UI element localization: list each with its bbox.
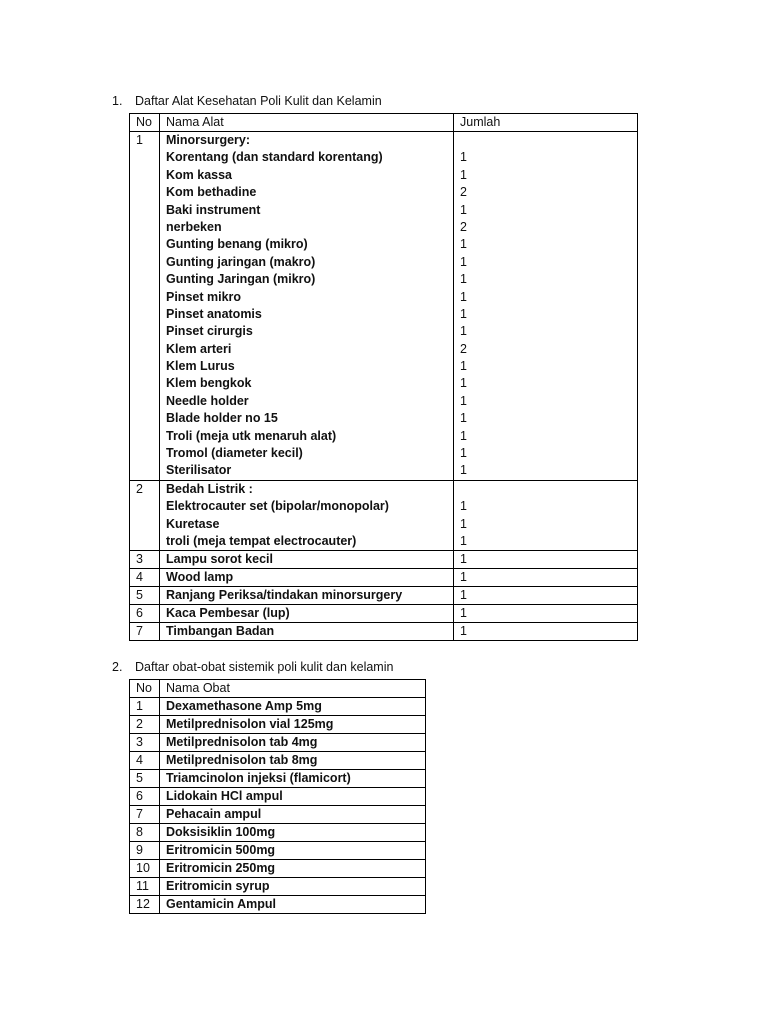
- medicine-row-no: 5: [130, 770, 160, 788]
- equipment-item-name: Pinset cirurgis: [166, 324, 253, 339]
- equipment-row: [130, 587, 638, 605]
- medicine-row-no: 9: [130, 842, 160, 860]
- medicine-row: [130, 842, 426, 860]
- equipment-item-name: Needle holder: [166, 393, 249, 408]
- equipment-row-name: Lampu sorot kecil: [160, 551, 454, 569]
- medicine-row-name: Gentamicin Ampul: [160, 896, 426, 914]
- medicine-row: [130, 896, 426, 914]
- equipment-row-no: 3: [130, 551, 160, 569]
- header-jumlah: Jumlah: [454, 114, 638, 132]
- medicine-row-no: 8: [130, 824, 160, 842]
- medicine-row: [130, 770, 426, 788]
- medicine-row-no: 12: [130, 896, 160, 914]
- medicine-row: [130, 716, 426, 734]
- group-no: [130, 132, 160, 481]
- medicine-row: [130, 698, 426, 716]
- group-no-text: 2: [136, 481, 143, 496]
- group-no-text: 1: [136, 133, 143, 147]
- medicine-table-header: [130, 680, 426, 698]
- group-heading: Minorsurgery:: [166, 133, 251, 147]
- equipment-item-qty: 2: [460, 341, 467, 356]
- equipment-item-qty: 1: [460, 202, 467, 217]
- equipment-item-name: Pinset mikro: [166, 289, 242, 304]
- equipment-row: [130, 551, 638, 569]
- group-item-quantities: [460, 149, 637, 479]
- medicine-row-name: Triamcinolon injeksi (flamicort): [160, 770, 426, 788]
- section-1-number: 1.: [112, 94, 123, 108]
- group-quantities: [454, 480, 638, 551]
- equipment-table-header: [130, 114, 638, 132]
- group-item-names: [166, 149, 453, 479]
- equipment-item-name: Kuretase: [166, 516, 220, 531]
- equipment-row-qty: 1: [454, 623, 638, 641]
- equipment-row: [130, 569, 638, 587]
- equipment-item-qty: 1: [460, 359, 467, 374]
- equipment-item-name: Blade holder no 15: [166, 411, 278, 426]
- equipment-item-name: Klem Lurus: [166, 359, 235, 374]
- equipment-row-no: 7: [130, 623, 160, 641]
- medicine-row-name: Metilprednisolon vial 125mg: [160, 716, 426, 734]
- equipment-item-name: Gunting benang (mikro): [166, 237, 308, 252]
- equipment-item-name: Gunting Jaringan (mikro): [166, 272, 316, 287]
- equipment-item-name: Troli (meja utk menaruh alat): [166, 428, 337, 443]
- equipment-item-qty: 1: [460, 167, 467, 182]
- medicine-row-no: 11: [130, 878, 160, 896]
- equipment-row-name: Kaca Pembesar (lup): [160, 605, 454, 623]
- group-no: [130, 480, 160, 551]
- header-nama-alat: Nama Alat: [160, 114, 454, 132]
- medicine-row-name: Eritromicin syrup: [160, 878, 426, 896]
- group-heading-spacer: [460, 481, 637, 498]
- medicine-row: [130, 824, 426, 842]
- equipment-item-name: troli (meja tempat electrocauter): [166, 533, 357, 548]
- section-2-title-text: Daftar obat-obat sistemik poli kulit dan kelamin: [135, 660, 394, 674]
- equipment-item-name: Korentang (dan standard korentang): [166, 150, 383, 165]
- medicine-table: [129, 679, 426, 914]
- equipment-row-name: Wood lamp: [160, 569, 454, 587]
- medicine-row-name: Metilprednisolon tab 4mg: [160, 734, 426, 752]
- medicine-row: [130, 788, 426, 806]
- group-item-names: [166, 498, 453, 550]
- equipment-row-qty: 1: [454, 551, 638, 569]
- equipment-item-qty: 1: [460, 237, 467, 252]
- equipment-row: [130, 623, 638, 641]
- equipment-item-qty: 1: [460, 393, 467, 408]
- group-heading: Bedah Listrik :: [166, 481, 253, 496]
- medicine-row-no: 2: [130, 716, 160, 734]
- medicine-row-no: 7: [130, 806, 160, 824]
- equipment-group-bedah-listrik: [130, 480, 638, 551]
- medicine-row-no: 1: [130, 698, 160, 716]
- equipment-item-qty: 1: [460, 428, 467, 443]
- equipment-item-qty: 1: [460, 446, 467, 461]
- equipment-row-no: 5: [130, 587, 160, 605]
- group-names: [160, 132, 454, 481]
- equipment-row-no: 4: [130, 569, 160, 587]
- equipment-row-name: Timbangan Badan: [160, 623, 454, 641]
- medicine-row-name: Lidokain HCl ampul: [160, 788, 426, 806]
- equipment-item-qty: 1: [460, 516, 467, 531]
- equipment-row-name: Ranjang Periksa/tindakan minorsurgery: [160, 587, 454, 605]
- equipment-item-name: Klem arteri: [166, 341, 232, 356]
- equipment-item-name: Gunting jaringan (makro): [166, 254, 316, 269]
- equipment-item-qty: 1: [460, 306, 467, 321]
- group-quantities: [454, 132, 638, 481]
- medicine-row: [130, 806, 426, 824]
- equipment-item-qty: 1: [460, 254, 467, 269]
- medicine-row-no: 4: [130, 752, 160, 770]
- medicine-row-name: Eritromicin 250mg: [160, 860, 426, 878]
- group-item-quantities: [460, 498, 637, 550]
- equipment-item-qty: 1: [460, 499, 467, 514]
- equipment-row-qty: 1: [454, 587, 638, 605]
- medicine-row-name: Eritromicin 500mg: [160, 842, 426, 860]
- equipment-item-name: Klem bengkok: [166, 376, 252, 391]
- equipment-item-qty: 1: [460, 324, 467, 339]
- equipment-row: [130, 605, 638, 623]
- header-no: No: [130, 680, 160, 698]
- equipment-item-name: Sterilisator: [166, 463, 232, 478]
- section-2-number: 2.: [112, 660, 123, 674]
- equipment-item-qty: 1: [460, 411, 467, 426]
- section-2-title: [112, 659, 393, 675]
- equipment-item-qty: 1: [460, 376, 467, 391]
- equipment-item-name: Kom bethadine: [166, 185, 257, 200]
- medicine-row-no: 3: [130, 734, 160, 752]
- equipment-item-name: Tromol (diameter kecil): [166, 446, 303, 461]
- medicine-row: [130, 878, 426, 896]
- group-heading-spacer: [460, 132, 637, 149]
- equipment-table: [129, 113, 638, 641]
- equipment-item-name: Baki instrument: [166, 202, 261, 217]
- equipment-item-qty: 1: [460, 533, 467, 548]
- medicine-row-name: Pehacain ampul: [160, 806, 426, 824]
- medicine-row: [130, 752, 426, 770]
- equipment-item-qty: 1: [460, 463, 467, 478]
- equipment-item-qty: 2: [460, 219, 467, 234]
- medicine-row-no: 6: [130, 788, 160, 806]
- section-1-title: [112, 93, 382, 109]
- medicine-row: [130, 734, 426, 752]
- equipment-item-name: nerbeken: [166, 219, 222, 234]
- equipment-item-qty: 1: [460, 272, 467, 287]
- medicine-row: [130, 860, 426, 878]
- group-names: [160, 480, 454, 551]
- equipment-row-no: 6: [130, 605, 160, 623]
- medicine-row-name: Doksisiklin 100mg: [160, 824, 426, 842]
- equipment-item-name: Elektrocauter set (bipolar/monopolar): [166, 499, 389, 514]
- equipment-item-qty: 1: [460, 150, 467, 165]
- equipment-row-qty: 1: [454, 569, 638, 587]
- medicine-row-no: 10: [130, 860, 160, 878]
- medicine-row-name: Metilprednisolon tab 8mg: [160, 752, 426, 770]
- equipment-item-name: Pinset anatomis: [166, 306, 262, 321]
- section-1-title-text: Daftar Alat Kesehatan Poli Kulit dan Kelamin: [135, 94, 382, 108]
- equipment-item-qty: 2: [460, 185, 467, 200]
- header-no: No: [130, 114, 160, 132]
- equipment-item-qty: 1: [460, 289, 467, 304]
- equipment-item-name: Kom kassa: [166, 167, 233, 182]
- equipment-group-minorsurgery: [130, 132, 638, 481]
- equipment-row-qty: 1: [454, 605, 638, 623]
- medicine-row-name: Dexamethasone Amp 5mg: [160, 698, 426, 716]
- header-nama-obat: Nama Obat: [160, 680, 426, 698]
